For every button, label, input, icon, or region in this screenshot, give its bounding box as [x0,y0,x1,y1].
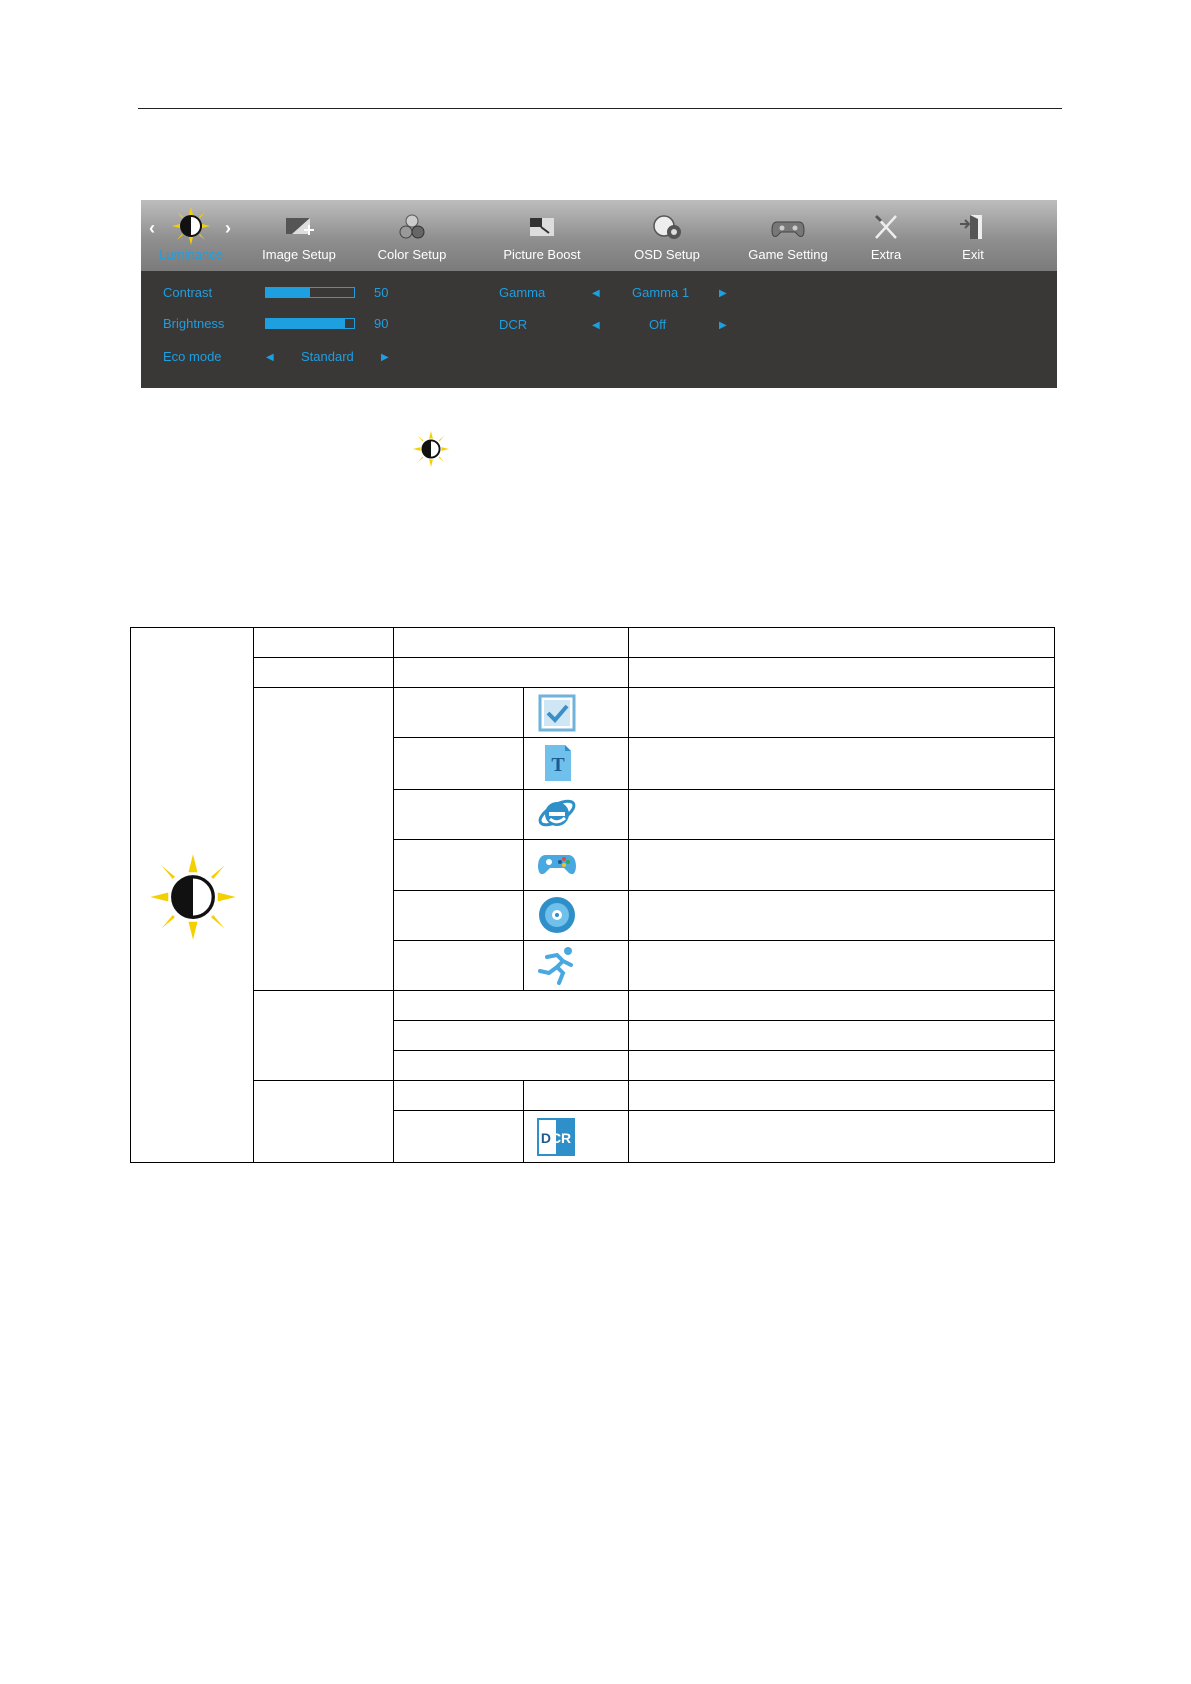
chevron-right-icon[interactable]: › [225,218,231,238]
tab-game-setting[interactable] [733,200,843,271]
luminance-sun-icon [171,206,211,246]
contrast-slider-fill [266,288,310,297]
svg-text:T: T [551,754,565,776]
tab-label: Extra [870,247,902,262]
table-border [1054,627,1055,1163]
contrast-label: Contrast [163,285,213,300]
arrow-left-icon[interactable]: ◀ [266,352,274,363]
arrow-left-icon[interactable]: ◀ [592,288,600,299]
tab-label: Luminance [159,247,223,262]
tab-exit[interactable] [938,200,1008,271]
header-rule [138,108,1062,109]
arrow-right-icon[interactable]: ▶ [719,320,727,331]
exit-door-icon [956,212,990,242]
table-divider [393,839,1055,840]
table-border [130,627,1055,628]
dcr-icon [536,1117,576,1157]
table-divider [393,737,1055,738]
svg-text:DCR: DCR [540,1130,572,1146]
table-divider [393,1110,1055,1111]
table-divider [628,627,629,1163]
gamma-value: Gamma 1 [632,285,690,300]
tab-image-setup[interactable] [249,200,349,271]
luminance-sun-icon [148,852,238,942]
gamepad-icon [537,843,577,883]
brightness-slider[interactable] [265,318,355,329]
dcr-value: Off [649,317,667,332]
table-divider [253,657,1055,658]
contrast-slider[interactable] [265,287,355,298]
tab-luminance[interactable] [151,200,231,271]
table-divider [393,627,394,1163]
table-divider [393,940,1055,941]
table-divider [393,890,1055,891]
table-divider [393,1050,1055,1051]
tab-osd-setup[interactable] [617,200,717,271]
osd-setup-icon [650,212,684,242]
standard-check-icon [537,693,577,733]
luminance-sun-icon [412,430,450,468]
image-setup-icon [282,212,316,242]
gamma-label: Gamma [499,285,546,300]
osd-tab-bar [141,200,1057,271]
tab-label: Exit [962,247,984,262]
text-document-icon [537,743,577,783]
tab-label: Game Setting [748,247,828,262]
table-divider [253,687,1055,688]
table-border [130,1162,1055,1163]
eco-mode-label: Eco mode [163,349,222,364]
tab-extra[interactable] [846,200,926,271]
table-divider [393,1020,1055,1021]
table-border [130,627,131,1163]
gamepad-icon [771,212,805,242]
brightness-label: Brightness [163,316,225,331]
tab-label: Picture Boost [503,247,581,262]
arrow-left-icon[interactable]: ◀ [592,320,600,331]
chevron-left-icon[interactable]: ‹ [149,218,155,238]
tab-picture-boost[interactable] [482,200,602,271]
table-divider [253,1080,1055,1081]
brightness-slider-fill [266,319,345,328]
brightness-value: 90 [374,316,389,331]
extra-tools-icon [869,212,903,242]
luminance-table [130,627,1055,1163]
picture-boost-icon [525,212,559,242]
tab-label: Image Setup [262,247,336,262]
osd-menu [141,200,1057,388]
table-divider [523,1080,524,1163]
arrow-right-icon[interactable]: ▶ [381,352,389,363]
tab-color-setup[interactable] [367,200,457,271]
dcr-label: DCR [499,317,528,332]
table-divider [253,990,1055,991]
internet-explorer-icon [537,793,577,833]
arrow-right-icon[interactable]: ▶ [719,288,727,299]
table-divider [253,627,254,1163]
tab-label: OSD Setup [634,247,700,262]
eco-mode-value: Standard [301,349,354,364]
table-divider [393,789,1055,790]
contrast-value: 50 [374,285,389,300]
movie-disc-icon [537,895,577,935]
tab-label: Color Setup [377,247,447,262]
color-setup-icon [395,212,429,242]
sports-runner-icon [537,945,577,985]
